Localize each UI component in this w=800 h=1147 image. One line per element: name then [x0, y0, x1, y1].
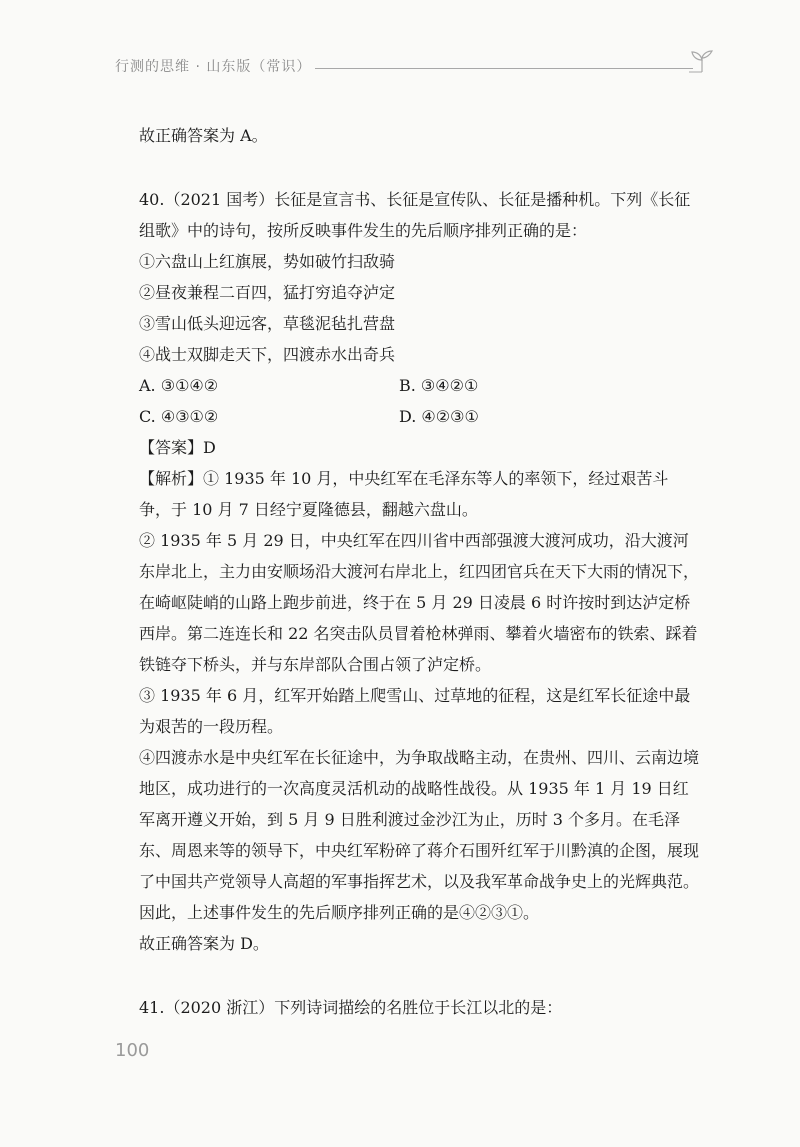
page-number: 100: [115, 1040, 150, 1061]
sprout-icon: [689, 48, 715, 74]
analysis-conclusion: 因此，上述事件发生的先后顺序排列正确的是④②③①。: [139, 903, 540, 922]
question-41-stem: 41.（2020 浙江）下列诗词描绘的名胜位于长江以北的是：: [139, 998, 563, 1017]
option-c: C. ④③①②: [139, 407, 219, 426]
question-40-stem: 40.（2021 国考）长征是宣言书、长征是宣传队、长征是播种机。下列《长征组歌》中的诗句，按所反映事件发生的先后顺序排列正确的是：: [139, 190, 691, 240]
question-40-item: ④战士双脚走天下，四渡赤水出奇兵: [139, 345, 396, 364]
page-content: [139, 120, 699, 1023]
question-40-options: [139, 370, 699, 432]
question-40-item: ③雪山低头迎远客，草毯泥毡扎营盘: [139, 314, 396, 333]
prev-answer: 故正确答案为 A。: [139, 126, 268, 145]
option-b: B. ③④②①: [399, 376, 479, 395]
analysis-paragraph: ③ 1935 年 6 月，红军开始踏上爬雪山、过草地的征程，这是红军长征途中最为艰苦的一段历程。: [139, 686, 691, 736]
header-title: 行测的思维 · 山东版（常识）: [115, 59, 312, 75]
option-a: A. ③①④②: [139, 376, 219, 395]
analysis-answer: 故正确答案为 D。: [139, 934, 269, 953]
answer-label: 【答案】D: [139, 438, 216, 457]
question-40-item: ①六盘山上红旗展，势如破竹扫敌骑: [139, 252, 396, 271]
analysis-paragraph: ④四渡赤水是中央红军在长征途中，为争取战略主动，在贵州、四川、云南边境地区，成功进行的一次高度灵活机动的战略性战役。从 1935 年 1 月 19 日红军离开遵义开始，到 5 月 9 日胜利渡过金沙江为止，历时 3 个多月。在毛泽东、周恩来等的领导下，中央红军粉碎了蒋介石围歼红军于川黔滇的企图，展现了中国共产党领导人高超的军事指挥艺术，以及我军革命战争史上的光辉典范。: [139, 748, 700, 891]
header-rule: [315, 68, 693, 69]
running-header: [115, 52, 715, 82]
question-40-item: ②昼夜兼程二百四，猛打穷追夺泸定: [139, 283, 396, 302]
analysis-paragraph: ② 1935 年 5 月 29 日，中央红军在四川省中西部强渡大渡河成功，沿大渡河东岸北上，主力由安顺场沿大渡河右岸北上，红四团官兵在天下大雨的情况下，在崎岖陡峭的山路上跑步前进，终于在 5 月 29 日凌晨 6 时许按时到达泸定桥西岸。第二连连长和 22 名突击队员冒着枪林弹雨、攀着火墙密布的铁索、踩着铁链夺下桥头，并与东岸部队合围占领了泸定桥。: [139, 531, 700, 674]
analysis-paragraph: 【解析】① 1935 年 10 月，中央红军在毛泽东等人的率领下，经过艰苦斗争，于 10 月 7 日经宁夏隆德县，翻越六盘山。: [139, 469, 669, 519]
option-d: D. ④②③①: [399, 407, 479, 426]
